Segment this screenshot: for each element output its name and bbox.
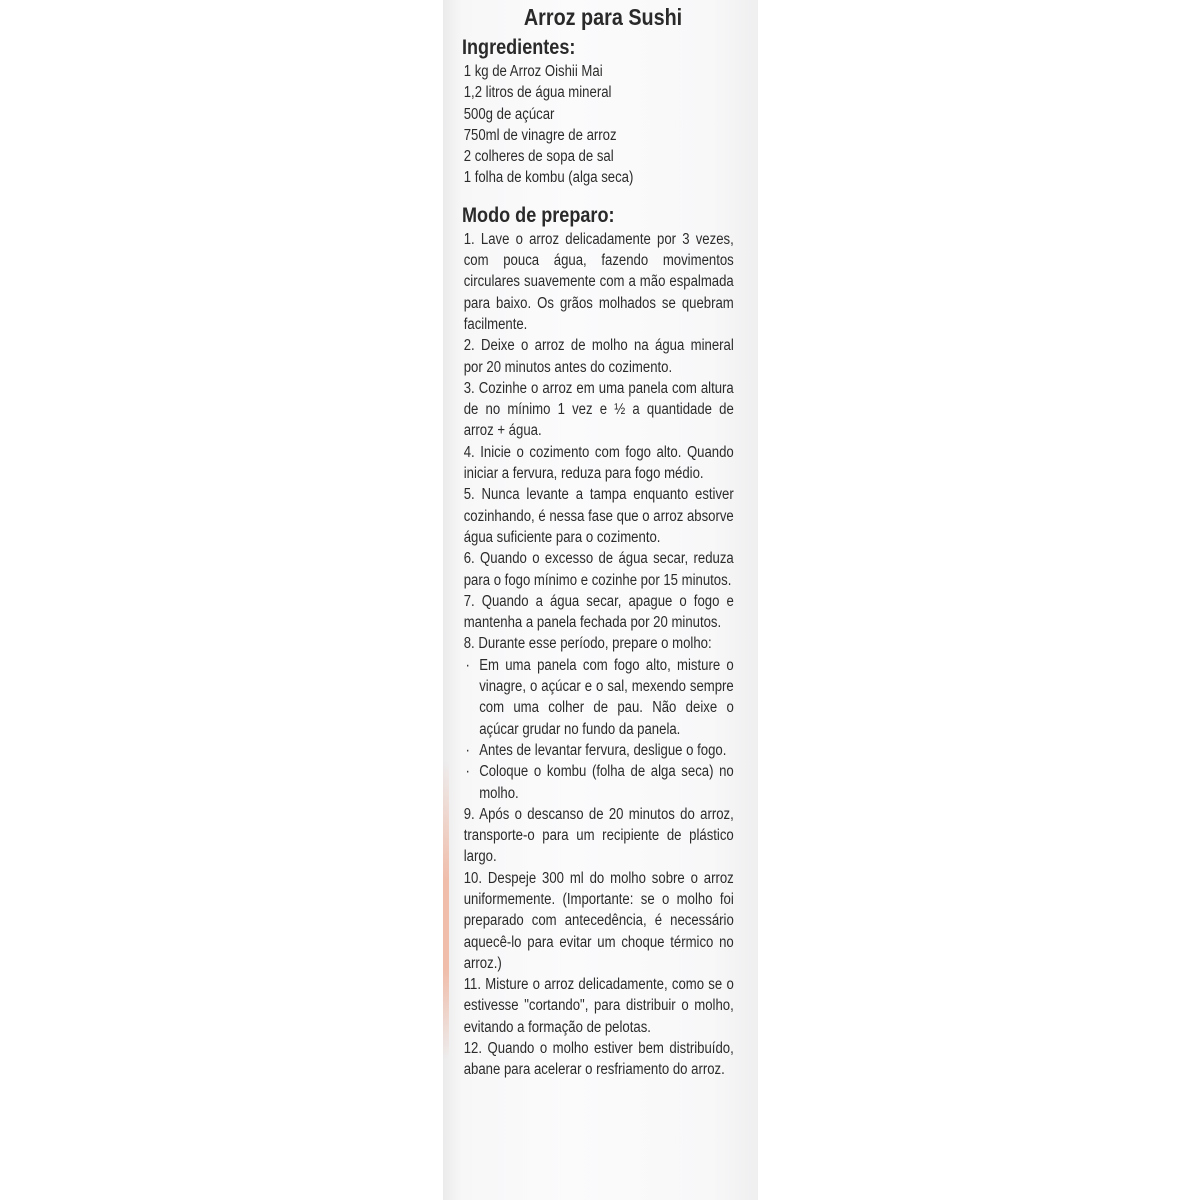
- method-step: 8. Durante esse período, prepare o molho:: [463, 635, 712, 653]
- ingredients-heading: Ingredientes:: [462, 36, 576, 59]
- sub-step-text: Em uma panela com fogo alto, misture o vinagre, o açúcar e o sal, mexendo sempre com uma colher de pau. Não deixe o açúcar grudar no fundo da panela.: [479, 656, 734, 738]
- packaging-edge-accent: [443, 760, 449, 1060]
- recipe-text-block: [462, 2, 734, 1081]
- ingredient-item: 1 kg de Arroz Oishii Mai: [463, 63, 603, 80]
- bullet-marker: ·: [465, 741, 470, 759]
- bullet-marker: ·: [465, 656, 470, 674]
- method-step: 3. Cozinhe o arroz em uma panela com altura de no mínimo 1 vez e ½ a quantidade de arroz + água.: [463, 379, 734, 440]
- method-steps: [462, 229, 734, 1081]
- ingredient-item: 2 colheres de sopa de sal: [463, 148, 614, 166]
- ingredients-list: [462, 61, 734, 189]
- method-step: 5. Nunca levante a tampa enquanto estiver cozinhando, é nessa fase que o arroz absorve água suficiente para o cozimento.: [463, 486, 734, 546]
- ingredient-item: 1,2 litros de água mineral: [463, 84, 612, 102]
- method-step: 9. Após o descanso de 20 minutos do arroz, transporte-o para um recipiente de plástico largo.: [463, 805, 734, 866]
- method-heading: Modo de preparo:: [462, 203, 615, 227]
- method-step: 4. Inicie o cozimento com fogo alto. Quando iniciar a fervura, reduza para fogo médio.: [463, 443, 734, 483]
- method-step: 1. Lave o arroz delicadamente por 3 vezes, com pouca água, fazendo movimentos circulares suavemente com a mão espalmada para baixo. Os grãos molhados se quebram facilmente.: [463, 230, 734, 333]
- method-step: 6. Quando o excesso de água secar, reduza para o fogo mínimo e cozinhe por 15 minutos.: [463, 550, 734, 589]
- recipe-title: Arroz para Sushi: [523, 4, 683, 30]
- ingredient-item: 500g de açúcar: [463, 105, 555, 123]
- method-step: 2. Deixe o arroz de molho na água mineral por 20 minutos antes do cozimento.: [463, 337, 734, 376]
- method-step: 11. Misture o arroz delicadamente, como se o estivesse "cortando", para distribuir o molho, evitando a formação de pelotas.: [463, 976, 734, 1036]
- ingredient-item: 750ml de vinagre de arroz: [463, 126, 617, 144]
- method-step: 10. Despeje 300 ml do molho sobre o arroz uniformemente. (Importante: se o molho foi preparado com antecedência, é necessário aquecê-lo para evitar um choque térmico no arroz.): [463, 869, 734, 972]
- sub-step-text: Coloque o kombu (folha de alga seca) no molho.: [479, 763, 734, 802]
- bullet-marker: ·: [465, 763, 470, 781]
- method-step: 12. Quando o molho estiver bem distribuído, abane para acelerar o resfriamento do arroz.: [463, 1040, 734, 1079]
- method-step: 7. Quando a água secar, apague o fogo e mantenha a panela fechada por 20 minutos.: [463, 592, 734, 632]
- sauce-sub-step: [462, 655, 734, 740]
- sub-step-text: Antes de levantar fervura, desligue o fogo.: [479, 741, 727, 759]
- sauce-sub-step: [462, 740, 734, 761]
- ingredient-item: 1 folha de kombu (alga seca): [463, 169, 634, 187]
- sauce-sub-step: [462, 761, 734, 804]
